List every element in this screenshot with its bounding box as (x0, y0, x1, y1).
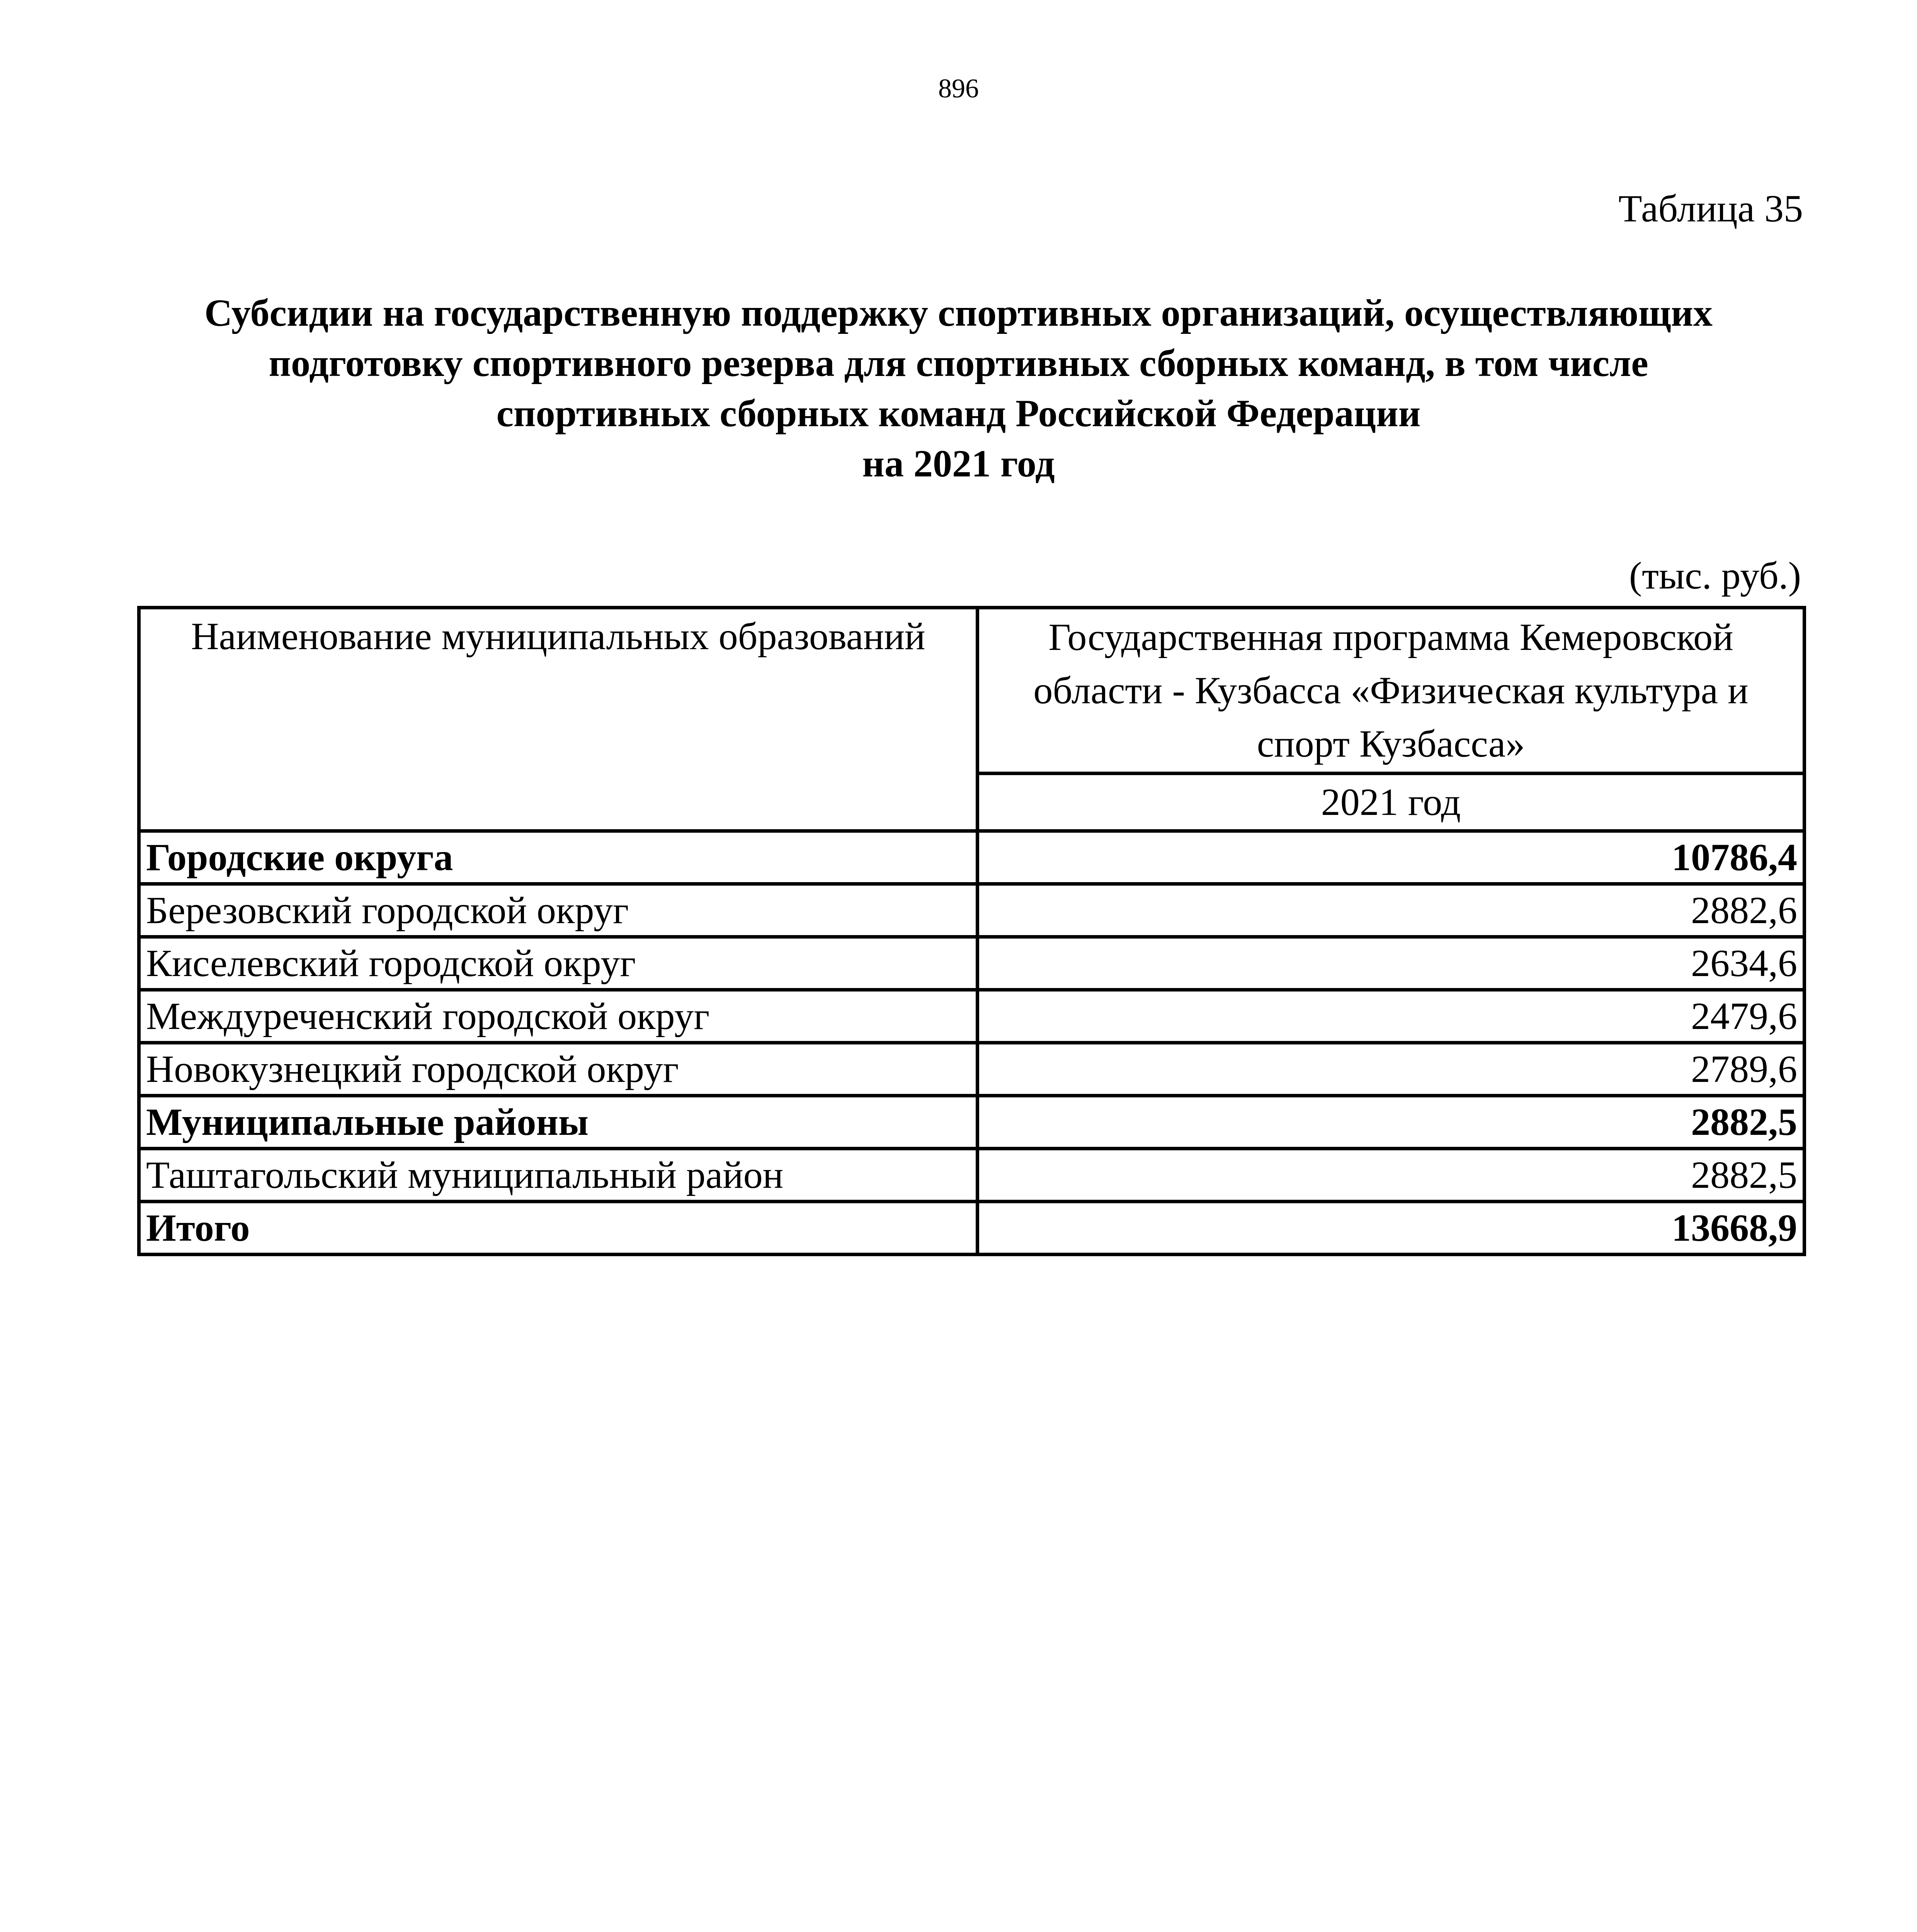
row-name-cell: Муниципальные районы (139, 1096, 978, 1149)
title-line-3: спортивных сборных команд Российской Федерации (496, 392, 1421, 435)
header-year-cell: 2021 год (978, 774, 1805, 831)
table-label: Таблица 35 (1618, 187, 1803, 230)
table-header-row (139, 608, 1805, 774)
row-name-cell: Таштагольский муниципальный район (139, 1149, 978, 1202)
title-line-4: на 2021 год (862, 442, 1055, 485)
row-value-cell: 10786,4 (978, 831, 1805, 884)
table-row (139, 990, 1805, 1043)
row-value-cell: 2882,5 (978, 1149, 1805, 1202)
table-total-row (139, 1202, 1805, 1255)
table-row (139, 1096, 1805, 1149)
header-name-cell: Наименование муниципальных образований (139, 608, 978, 831)
row-name-cell: Новокузнецкий городской округ (139, 1043, 978, 1096)
row-name-cell: Березовский городской округ (139, 884, 978, 937)
table-row (139, 884, 1805, 937)
subsidy-table (137, 606, 1806, 1256)
row-value-cell: 13668,9 (978, 1202, 1805, 1255)
title-line-1: Субсидии на государственную поддержку спортивных организаций, осуществляющих (204, 291, 1713, 334)
page-number: 896 (938, 74, 979, 104)
row-value-cell: 2882,6 (978, 884, 1805, 937)
title-line-2: подготовку спортивного резерва для спортивных сборных команд, в том числе (269, 342, 1648, 384)
document-title (116, 288, 1801, 489)
row-name-cell: Городские округа (139, 831, 978, 884)
row-value-cell: 2882,5 (978, 1096, 1805, 1149)
row-value-cell: 2634,6 (978, 937, 1805, 990)
header-program-cell: Государственная программа Кемеровской области - Кузбасса «Физическая культура и спорт Кузбасса» (978, 608, 1805, 774)
row-name-cell: Итого (139, 1202, 978, 1255)
row-value-cell: 2789,6 (978, 1043, 1805, 1096)
row-name-cell: Междуреченский городской округ (139, 990, 978, 1043)
table-row (139, 1149, 1805, 1202)
table-row (139, 937, 1805, 990)
row-name-cell: Киселевский городской округ (139, 937, 978, 990)
row-value-cell: 2479,6 (978, 990, 1805, 1043)
table-row (139, 831, 1805, 884)
table-row (139, 1043, 1805, 1096)
units-label: (тыс. руб.) (1629, 554, 1801, 597)
